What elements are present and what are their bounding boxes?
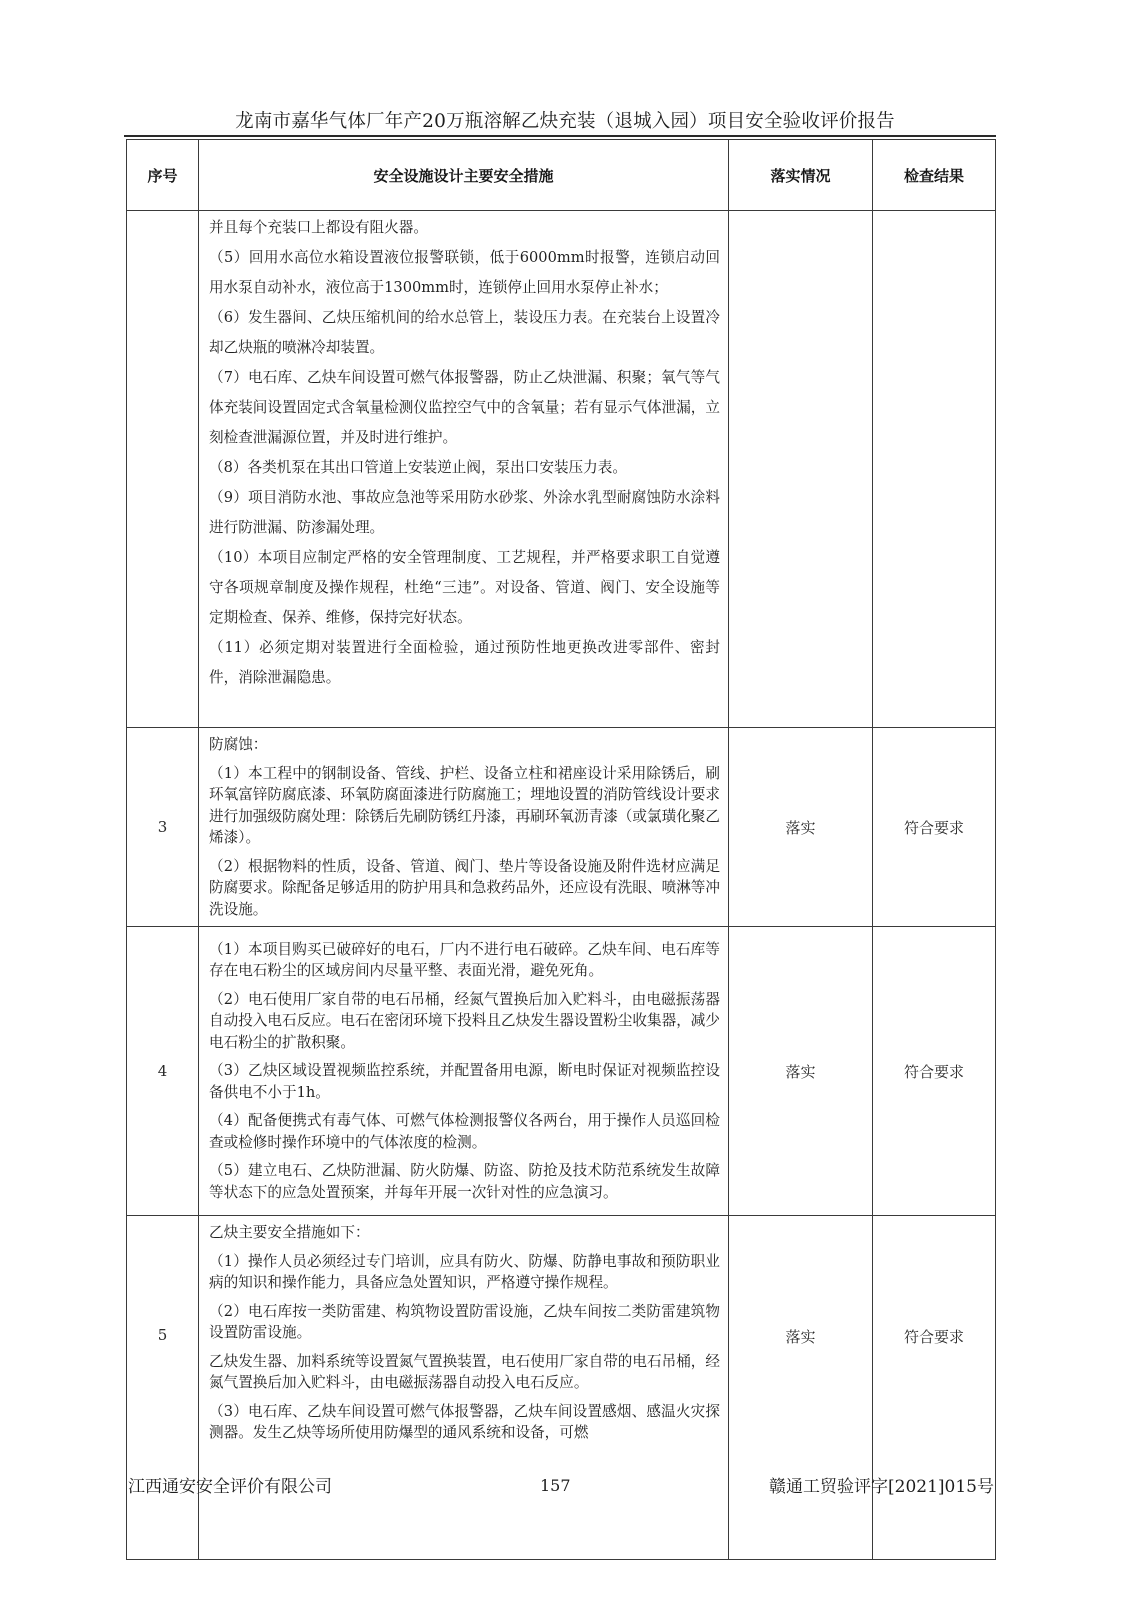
measure-cell (199, 728, 729, 927)
column-header-measure: 安全设施设计主要安全措施 (199, 140, 729, 211)
footer-document-number: 赣通工贸验评字[2021]015号 (769, 1477, 994, 1497)
measure-paragraph: （1）本工程中的钢制设备、管线、护栏、设备立柱和裙座设计采用除锈后，刷环氧富锌防腐底漆、环氧防腐面漆进行防腐施工；埋地设置的消防管线设计要求进行加强级防腐处理：除锈后先刷防锈红丹漆，再刷环氧沥青漆（或氯璜化聚乙烯漆）。 (209, 764, 720, 846)
column-header-result: 检查结果 (873, 140, 996, 211)
implementation-status: 落实 (729, 728, 873, 927)
measure-cell (199, 1216, 729, 1560)
safety-measures-table (126, 139, 996, 1560)
row-number: 3 (127, 728, 199, 927)
check-result: 符合要求 (873, 1216, 996, 1560)
footer-company: 江西通安安全评价有限公司 (128, 1477, 332, 1497)
row-number: 5 (127, 1216, 199, 1560)
header-rule (124, 135, 996, 137)
measure-paragraph: （2）电石库按一类防雷建、构筑物设置防雷设施，乙炔车间按二类防雷建筑物设置防雷设施。 (209, 1302, 720, 1341)
measure-paragraph: （5）建立电石、乙炔防泄漏、防火防爆、防盗、防抢及技术防范系统发生故障等状态下的应急处置预案，并每年开展一次针对性的应急演习。 (209, 1162, 720, 1201)
measure-paragraph: （7）电石库、乙炔车间设置可燃气体报警器，防止乙炔泄漏、积聚；氧气等气体充装间设置固定式含氧量检测仪监控空气中的含氧量；若有显示气体泄漏，立刻检查泄漏源位置，并及时进行维护。 (209, 369, 720, 446)
page-number: 157 (540, 1476, 571, 1495)
measure-paragraph: （3）乙炔区域设置视频监控系统，并配置备用电源，断电时保证对视频监控设备供电不小于1h。 (209, 1062, 720, 1101)
measure-paragraph: （11）必须定期对装置进行全面检验，通过预防性地更换改进零部件、密封件，消除泄漏隐患。 (209, 639, 720, 686)
table-row (127, 927, 996, 1216)
measure-paragraph: （6）发生器间、乙炔压缩机间的给水总管上，装设压力表。在充装台上设置冷却乙炔瓶的喷淋冷却装置。 (209, 309, 720, 356)
measure-paragraph: （4）配备便携式有毒气体、可燃气体检测报警仪各两台，用于操作人员巡回检查或检修时操作环境中的气体浓度的检测。 (209, 1112, 720, 1151)
implementation-status (729, 211, 873, 728)
measure-paragraph: （8）各类机泵在其出口管道上安装逆止阀，泵出口安装压力表。 (209, 459, 627, 476)
check-result (873, 211, 996, 728)
column-header-no: 序号 (127, 140, 199, 211)
measure-paragraph: 乙炔主要安全措施如下： (209, 1224, 370, 1241)
table-row (127, 728, 996, 927)
measure-paragraph: （1）本项目购买已破碎好的电石，厂内不进行电石破碎。乙炔车间、电石库等存在电石粉尘的区域房间内尽量平整、表面光滑，避免死角。 (209, 940, 720, 980)
measure-cell (199, 211, 729, 728)
table-header-row (127, 140, 996, 211)
row-number (127, 211, 199, 728)
table-row (127, 1216, 996, 1560)
implementation-status: 落实 (729, 927, 873, 1216)
measure-paragraph: 乙炔发生器、加料系统等设置氮气置换装置，电石使用厂家自带的电石吊桶，经氮气置换后加入贮料斗，由电磁振荡器自动投入电石反应。 (209, 1352, 720, 1391)
measure-paragraph: （1）操作人员必须经过专门培训，应具有防火、防爆、防静电事故和预防职业病的知识和操作能力，具备应急处置知识，严格遵守操作规程。 (209, 1252, 720, 1291)
column-header-status: 落实情况 (729, 140, 873, 211)
row-number: 4 (127, 927, 199, 1216)
measure-paragraph: （5）回用水高位水箱设置液位报警联锁，低于6000mm时报警，连锁启动回用水泵自动补水，液位高于1300mm时，连锁停止回用水泵停止补水； (209, 249, 720, 296)
check-result: 符合要求 (873, 927, 996, 1216)
check-result: 符合要求 (873, 728, 996, 927)
report-title: 龙南市嘉华气体厂年产20万瓶溶解乙炔充装（退城入园）项目安全验收评价报告 (235, 111, 895, 132)
measure-paragraph: （2）电石使用厂家自带的电石吊桶，经氮气置换后加入贮料斗，由电磁振荡器自动投入电石反应。电石在密闭环境下投料且乙炔发生器设置粉尘收集器，减少电石粉尘的扩散积聚。 (209, 990, 720, 1051)
implementation-status: 落实 (729, 1216, 873, 1560)
measure-paragraph: 并且每个充装口上都设有阻火器。 (209, 219, 428, 236)
measure-paragraph: （2）根据物料的性质，设备、管道、阀门、垫片等设备设施及附件选材应满足防腐要求。除配备足够适用的防护用具和急救药品外，还应设有洗眼、喷淋等冲洗设施。 (209, 857, 720, 918)
measure-paragraph: （10）本项目应制定严格的安全管理制度、工艺规程，并严格要求职工自觉遵守各项规章制度及操作规程，杜绝“三违”。对设备、管道、阀门、安全设施等定期检查、保养、维修，保持完好状态。 (209, 549, 720, 626)
measure-paragraph: （3）电石库、乙炔车间设置可燃气体报警器，乙炔车间设置感烟、感温火灾探测器。发生乙炔等场所使用防爆型的通风系统和设备，可燃 (209, 1402, 720, 1441)
measure-paragraph: 防腐蚀： (209, 736, 268, 753)
table-row (127, 211, 996, 728)
measure-cell (199, 927, 729, 1216)
measure-paragraph: （9）项目消防水池、事故应急池等采用防水砂浆、外涂水乳型耐腐蚀防水涂料进行防泄漏、防渗漏处理。 (209, 489, 720, 536)
